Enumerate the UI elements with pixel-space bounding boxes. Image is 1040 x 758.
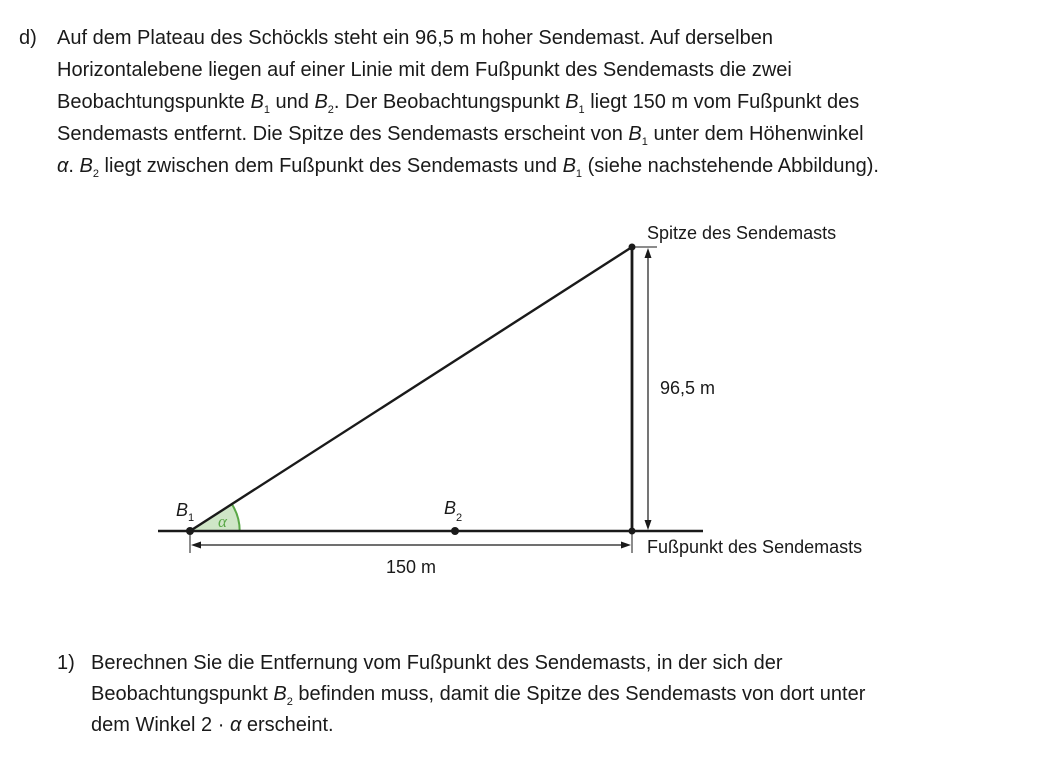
height-arrow-top: [645, 248, 652, 258]
point-b1: [186, 527, 194, 535]
symbol-b: B: [565, 91, 579, 113]
task-line-3: [91, 710, 1021, 741]
intro-line-1: Auf dem Plateau des Schöckls steht ein 96,5 m hoher Sendemast. Auf derselben: [57, 27, 773, 49]
symbol-b: B: [562, 155, 576, 177]
label-b2: [444, 498, 462, 524]
task-text: dem Winkel 2 ·: [91, 714, 230, 736]
subscript: 1: [641, 136, 648, 148]
symbol-alpha: α: [57, 155, 69, 177]
symbol-alpha: α: [229, 714, 242, 736]
subscript: 1: [578, 104, 585, 116]
point-mast-base: [629, 528, 636, 535]
subscript: 2: [92, 168, 99, 180]
task-text: Beobachtungspunkt: [91, 683, 274, 705]
point-b2: [451, 527, 459, 535]
intro-text: . Der Beobachtungspunkt: [333, 91, 566, 113]
symbol-b: B: [273, 683, 287, 705]
intro-text: unter dem Höhenwinkel: [647, 123, 864, 145]
height-arrow-bottom: [645, 520, 652, 530]
intro-text: Beobachtungspunkte: [57, 91, 251, 113]
label-b1-letter: B: [176, 500, 189, 520]
task-line-2: [91, 679, 1021, 710]
label-mast-base: Fußpunkt des Sendemasts: [647, 537, 863, 557]
line-of-sight: [190, 247, 632, 531]
intro-text: Sendemasts entfernt. Die Spitze des Sendemasts erscheint von: [57, 123, 629, 145]
part-label: d): [19, 27, 37, 49]
task-text: erscheint.: [241, 714, 334, 736]
label-b2-subscript: 2: [456, 512, 463, 524]
intro-text: liegt zwischen dem Fußpunkt des Sendemasts und: [99, 155, 563, 177]
symbol-b: B: [628, 123, 642, 145]
intro-text: (siehe nachstehende Abbildung).: [582, 155, 879, 177]
subscript: 2: [327, 104, 334, 116]
task-number: 1): [57, 652, 75, 674]
distance-arrow-right: [621, 542, 631, 549]
symbol-b: B: [250, 91, 264, 113]
subscript: 2: [286, 696, 293, 708]
label-distance: 150 m: [386, 557, 437, 577]
label-height: 96,5 m: [660, 378, 716, 398]
subscript: 1: [263, 104, 270, 116]
point-mast-top: [629, 244, 636, 251]
intro-text: liegt 150 m vom Fußpunkt des: [584, 91, 860, 113]
label-mast-top: Spitze des Sendemasts: [647, 223, 837, 243]
intro-text: .: [68, 155, 80, 177]
task-line-1: Berechnen Sie die Entfernung vom Fußpunkt des Sendemasts, in der sich der: [91, 652, 783, 674]
label-b1: [176, 500, 194, 524]
distance-arrow-left: [191, 542, 201, 549]
intro-text: und: [269, 91, 315, 113]
label-b2-letter: B: [444, 498, 457, 518]
intro-line-2: Horizontalebene liegen auf einer Linie mit dem Fußpunkt des Sendemasts die zwei: [57, 59, 792, 81]
task-statement: [91, 648, 1021, 741]
label-b1-subscript: 1: [188, 512, 195, 524]
symbol-b: B: [79, 155, 93, 177]
label-alpha: α: [218, 512, 227, 531]
task-text: befinden muss, damit die Spitze des Sendemasts von dort unter: [292, 683, 866, 705]
symbol-b: B: [314, 91, 328, 113]
subscript: 1: [575, 168, 583, 180]
